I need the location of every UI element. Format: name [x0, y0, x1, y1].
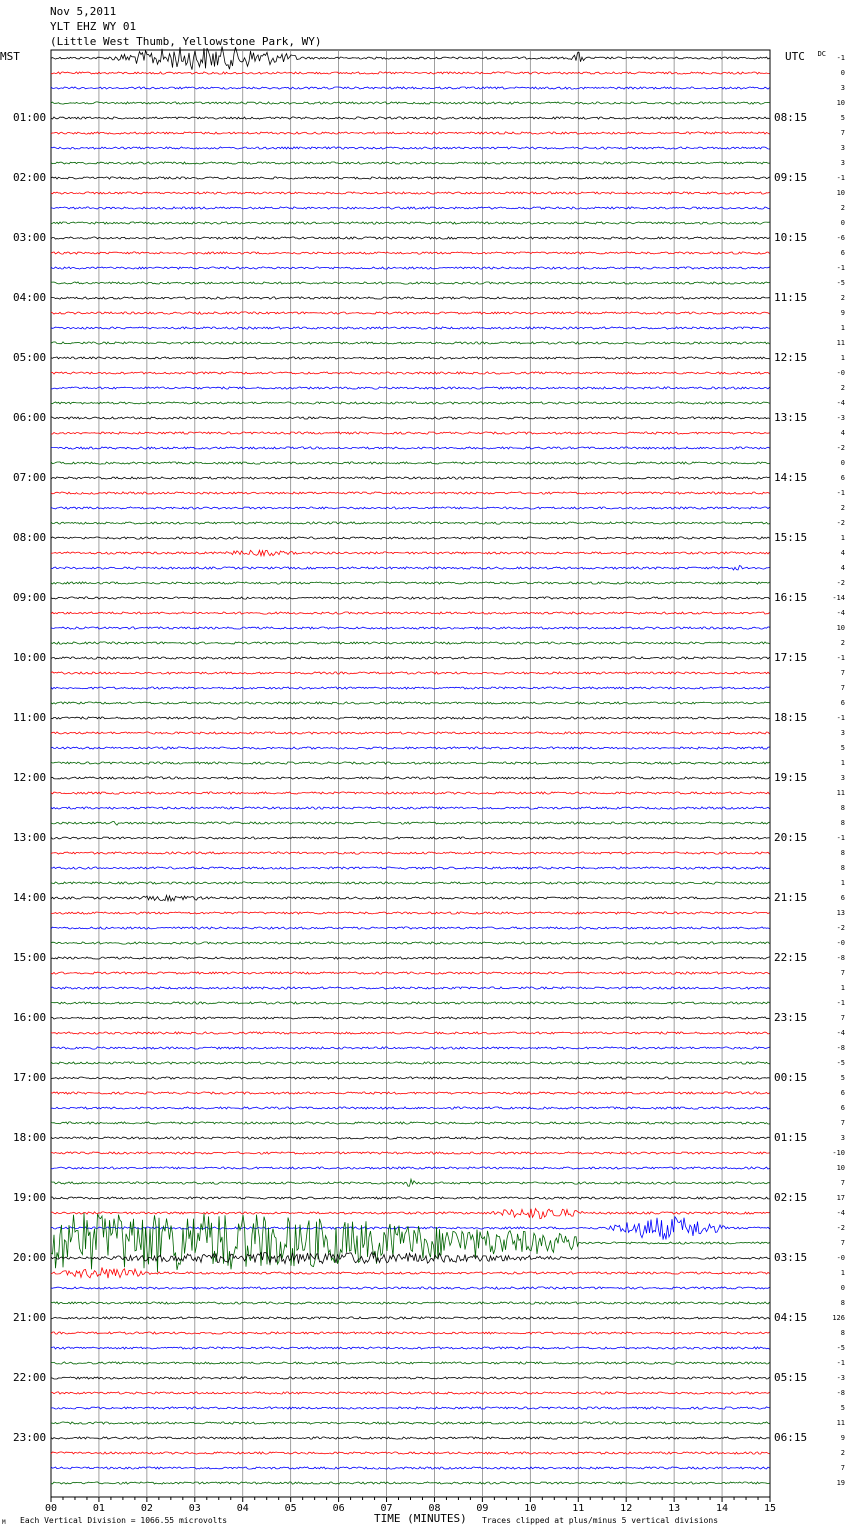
- trace-row-39: [51, 627, 770, 629]
- left-hour-label: 06:00: [13, 411, 47, 424]
- dc-offset-value: -1: [836, 1359, 845, 1367]
- dc-offset-value: -2: [836, 444, 845, 452]
- dc-offset-value: 1: [840, 324, 845, 332]
- dc-offset-value: 0: [840, 69, 845, 77]
- trace-row-25: [51, 417, 770, 419]
- dc-offset-value: 5: [840, 744, 845, 752]
- trace-row-40: [51, 642, 770, 644]
- x-tick-label: 00: [44, 1503, 58, 1514]
- dc-offset-value: 3: [840, 159, 845, 167]
- trace-row-26: [51, 432, 770, 434]
- dc-offset-value: -1: [836, 489, 845, 497]
- dc-offset-value: -2: [836, 924, 845, 932]
- trace-row-59: [51, 927, 770, 929]
- dc-offset-value: -5: [836, 1344, 845, 1352]
- trace-row-85: [51, 1317, 770, 1319]
- trace-row-9: [51, 177, 770, 179]
- trace-row-34: [51, 550, 770, 556]
- left-hour-label: 04:00: [13, 291, 47, 304]
- x-tick-label: 04: [236, 1503, 249, 1514]
- dc-offset-value: -8: [836, 1389, 845, 1397]
- dc-offset-value: -1: [836, 174, 845, 182]
- dc-offset-value: -0: [836, 369, 845, 377]
- dc-offset-value: 3: [840, 84, 845, 92]
- trace-row-37: [51, 597, 770, 599]
- dc-offset-value: 3: [840, 729, 845, 737]
- trace-row-77: [51, 1197, 770, 1199]
- right-utc-label: 02:15: [774, 1191, 808, 1204]
- dc-offset-value: -4: [836, 609, 845, 617]
- dc-offset-value: 10: [836, 189, 845, 197]
- dc-offset-value: -1: [836, 264, 845, 272]
- trace-row-92: [51, 1422, 770, 1424]
- trace-row-36: [51, 582, 770, 584]
- trace-row-10: [51, 192, 770, 194]
- x-tick-label: 15: [763, 1503, 777, 1514]
- right-utc-label: 22:15: [774, 951, 808, 964]
- dc-offset-value: 7: [840, 129, 845, 137]
- trace-row-67: [51, 1047, 770, 1049]
- dc-offset-value: -14: [832, 594, 845, 602]
- dc-offset-value: 6: [840, 894, 845, 902]
- dc-offset-value: -0: [836, 1254, 845, 1262]
- right-utc-label: 20:15: [774, 831, 808, 844]
- trace-row-33: [51, 537, 770, 539]
- dc-offset-value: 8: [840, 864, 845, 872]
- dc-offset-value: -1: [836, 999, 845, 1007]
- trace-row-4: [51, 102, 770, 104]
- trace-row-74: [51, 1152, 770, 1154]
- trace-row-3: [51, 87, 770, 89]
- dc-offset-value: 11: [836, 789, 845, 797]
- trace-row-46: [51, 732, 770, 734]
- dc-offset-value: 9: [840, 1434, 845, 1442]
- right-utc-label: 01:15: [774, 1131, 808, 1144]
- trace-row-14: [51, 252, 770, 254]
- dc-offset-value: 4: [840, 564, 845, 572]
- dc-offset-value: -5: [836, 279, 845, 287]
- corner-mark: M: [2, 1519, 6, 1526]
- dc-offset-value: -3: [836, 1374, 845, 1382]
- trace-row-56: [51, 882, 770, 884]
- trace-row-5: [51, 117, 770, 119]
- trace-row-12: [51, 222, 770, 224]
- left-hour-label: 05:00: [13, 351, 47, 364]
- right-utc-label: 14:15: [774, 471, 808, 484]
- trace-row-62: [51, 972, 770, 974]
- right-utc-label: 19:15: [774, 771, 808, 784]
- left-hour-label: 03:00: [13, 231, 47, 244]
- left-hour-label: 22:00: [13, 1371, 47, 1384]
- trace-row-68: [51, 1062, 770, 1064]
- trace-row-41: [51, 657, 770, 659]
- dc-offset-value: 3: [840, 144, 845, 152]
- trace-row-65: [51, 1017, 770, 1019]
- dc-offset-value: 1: [840, 759, 845, 767]
- dc-offset-value: -2: [836, 519, 845, 527]
- trace-row-73: [51, 1137, 770, 1139]
- x-tick-label: 09: [476, 1503, 489, 1514]
- trace-row-71: [51, 1107, 770, 1109]
- dc-offset-value: 1: [840, 534, 845, 542]
- right-utc-label: 13:15: [774, 411, 808, 424]
- dc-offset-value: 2: [840, 204, 845, 212]
- dc-offset-value: -1: [836, 54, 845, 62]
- trace-row-21: [51, 357, 770, 359]
- dc-offset-value: 2: [840, 504, 845, 512]
- dc-offset-value: 8: [840, 819, 845, 827]
- x-tick-label: 11: [572, 1503, 585, 1514]
- left-hour-label: 12:00: [13, 771, 47, 784]
- trace-row-42: [51, 672, 770, 674]
- trace-row-2: [51, 72, 770, 74]
- trace-row-29: [51, 477, 770, 479]
- trace-row-70: [51, 1092, 770, 1094]
- trace-row-63: [51, 987, 770, 989]
- x-tick-label: 01: [92, 1503, 105, 1514]
- trace-row-20: [51, 342, 770, 344]
- dc-offset-value: 8: [840, 1329, 845, 1337]
- right-utc-label: 17:15: [774, 651, 808, 664]
- dc-offset-value: -1: [836, 714, 845, 722]
- trace-row-16: [51, 282, 770, 284]
- dc-offset-value: 7: [840, 1464, 845, 1472]
- dc-offset-value: -4: [836, 399, 845, 407]
- seismic-traces: [51, 47, 770, 1485]
- trace-row-57: [51, 895, 770, 901]
- trace-row-48: [51, 762, 770, 764]
- dc-offset-value: -10: [832, 1149, 845, 1157]
- scale-note: Each Vertical Division = 1066.55 microvolts: [20, 1516, 228, 1525]
- x-tick-label: 07: [380, 1503, 393, 1514]
- dc-offset-value: 10: [836, 99, 845, 107]
- x-axis-title: TIME (MINUTES): [374, 1512, 467, 1525]
- trace-row-27: [51, 447, 770, 449]
- dc-offset-value: 1: [840, 879, 845, 887]
- dc-offset-value: 7: [840, 969, 845, 977]
- trace-row-31: [51, 507, 770, 509]
- trace-row-54: [51, 852, 770, 854]
- left-hour-label: 15:00: [13, 951, 47, 964]
- trace-row-18: [51, 312, 770, 314]
- dc-offset-value: -5: [836, 1059, 845, 1067]
- x-tick-label: 13: [668, 1503, 681, 1514]
- trace-row-64: [51, 1002, 770, 1004]
- right-utc-label: 05:15: [774, 1371, 808, 1384]
- trace-row-81: [51, 1252, 770, 1264]
- dc-offset-value: -4: [836, 1029, 845, 1037]
- trace-row-22: [51, 372, 770, 374]
- dc-offset-value: 11: [836, 1419, 845, 1427]
- trace-row-66: [51, 1032, 770, 1034]
- dc-offset-value: 8: [840, 849, 845, 857]
- x-tick-label: 12: [620, 1503, 633, 1514]
- trace-row-58: [51, 912, 770, 914]
- trace-row-52: [51, 821, 770, 825]
- right-utc-label: 23:15: [774, 1011, 808, 1024]
- trace-row-6: [51, 132, 770, 134]
- x-tick-label: 14: [716, 1503, 729, 1514]
- x-tick-label: 06: [332, 1503, 345, 1514]
- right-utc-label: 18:15: [774, 711, 808, 724]
- x-tick-label: 02: [140, 1503, 153, 1514]
- dc-offset-value: 3: [840, 774, 845, 782]
- trace-row-11: [51, 207, 770, 209]
- left-hour-label: 11:00: [13, 711, 47, 724]
- left-hour-label: 07:00: [13, 471, 47, 484]
- trace-row-44: [51, 702, 770, 704]
- trace-row-78: [51, 1209, 770, 1219]
- trace-row-51: [51, 807, 770, 809]
- dc-offset-value: 1: [840, 1269, 845, 1277]
- trace-row-13: [51, 237, 770, 239]
- dc-offset-value: 2: [840, 639, 845, 647]
- left-hour-label: 21:00: [13, 1311, 47, 1324]
- trace-row-24: [51, 402, 770, 404]
- right-utc-label: 00:15: [774, 1071, 808, 1084]
- right-utc-label: 04:15: [774, 1311, 808, 1324]
- x-tick-label: 05: [284, 1503, 297, 1514]
- left-hour-label: 02:00: [13, 171, 47, 184]
- trace-row-7: [51, 147, 770, 149]
- dc-offset-value: 19: [836, 1479, 845, 1487]
- trace-row-95: [51, 1467, 770, 1469]
- dc-offset-value: 5: [840, 1074, 845, 1082]
- dc-offset-value: 11: [836, 339, 845, 347]
- trace-row-93: [51, 1437, 770, 1439]
- dc-offset-value: -2: [836, 579, 845, 587]
- left-timezone-label: MST: [0, 50, 20, 63]
- dc-offset-value: 6: [840, 699, 845, 707]
- dc-offset-header: DC: [817, 50, 826, 58]
- trace-row-91: [51, 1407, 770, 1409]
- trace-row-23: [51, 387, 770, 389]
- dc-offset-value: 10: [836, 624, 845, 632]
- trace-row-82: [51, 1268, 770, 1279]
- dc-offset-value: 4: [840, 429, 845, 437]
- left-hour-label: 16:00: [13, 1011, 47, 1024]
- trace-row-43: [51, 687, 770, 689]
- dc-offset-value: 7: [840, 1179, 845, 1187]
- dc-offset-value: -6: [836, 234, 845, 242]
- right-utc-label: 11:15: [774, 291, 808, 304]
- left-hour-label: 10:00: [13, 651, 47, 664]
- trace-row-90: [51, 1392, 770, 1394]
- dc-offset-value: 6: [840, 1104, 845, 1112]
- dc-offset-value: 6: [840, 1089, 845, 1097]
- dc-offset-value: 0: [840, 459, 845, 467]
- dc-offset-value: -8: [836, 954, 845, 962]
- dc-offset-value: 4: [840, 549, 845, 557]
- left-hour-label: 13:00: [13, 831, 47, 844]
- dc-offset-value: -1: [836, 834, 845, 842]
- trace-row-61: [51, 957, 770, 959]
- left-hour-label: 19:00: [13, 1191, 47, 1204]
- right-utc-label: 03:15: [774, 1251, 808, 1264]
- dc-offset-value: 0: [840, 219, 845, 227]
- right-utc-label: 06:15: [774, 1431, 808, 1444]
- dc-offset-value: -4: [836, 1209, 845, 1217]
- x-tick-label: 10: [524, 1503, 537, 1514]
- dc-offset-value: 8: [840, 1299, 845, 1307]
- dc-offset-value: 13: [836, 909, 845, 917]
- left-hour-label: 14:00: [13, 891, 47, 904]
- dc-offset-value: 7: [840, 1239, 845, 1247]
- dc-offset-value: 7: [840, 684, 845, 692]
- dc-offset-value: 5: [840, 114, 845, 122]
- right-utc-label: 08:15: [774, 111, 808, 124]
- header-station: YLT EHZ WY 01: [50, 20, 137, 33]
- trace-row-38: [51, 612, 770, 614]
- trace-row-47: [51, 747, 770, 749]
- trace-row-49: [51, 777, 770, 779]
- trace-row-8: [51, 162, 770, 164]
- right-utc-label: 09:15: [774, 171, 808, 184]
- trace-row-96: [51, 1482, 770, 1484]
- trace-row-84: [51, 1302, 770, 1304]
- right-utc-label: 10:15: [774, 231, 808, 244]
- header-location: (Little West Thumb, Yellowstone Park, WY): [50, 35, 322, 48]
- dc-offset-value: 7: [840, 1014, 845, 1022]
- trace-row-60: [51, 942, 770, 944]
- dc-offset-value: 5: [840, 1404, 845, 1412]
- right-utc-label: 21:15: [774, 891, 808, 904]
- dc-offset-value: -3: [836, 414, 845, 422]
- dc-offset-value: -8: [836, 1044, 845, 1052]
- dc-offset-value: 6: [840, 249, 845, 257]
- trace-row-45: [51, 717, 770, 719]
- trace-row-30: [51, 492, 770, 494]
- dc-offset-value: 2: [840, 294, 845, 302]
- header-date: Nov 5,2011: [50, 5, 117, 18]
- trace-row-53: [51, 837, 770, 839]
- dc-offset-value: 6: [840, 474, 845, 482]
- trace-row-50: [51, 792, 770, 794]
- dc-offset-value: 2: [840, 384, 845, 392]
- dc-offset-value: 1: [840, 354, 845, 362]
- dc-offset-value: -1: [836, 654, 845, 662]
- left-hour-label: 18:00: [13, 1131, 47, 1144]
- dc-offset-value: 3: [840, 1134, 845, 1142]
- clip-note: Traces clipped at plus/minus 5 vertical divisions: [482, 1516, 719, 1525]
- dc-offset-value: 0: [840, 1284, 845, 1292]
- dc-offset-value: 126: [832, 1314, 845, 1322]
- left-hour-label: 09:00: [13, 591, 47, 604]
- dc-offset-value: 8: [840, 804, 845, 812]
- trace-row-35: [51, 566, 770, 571]
- left-hour-label: 23:00: [13, 1431, 47, 1444]
- x-tick-label: 03: [188, 1503, 201, 1514]
- trace-row-55: [51, 867, 770, 869]
- trace-row-83: [51, 1287, 770, 1289]
- left-hour-label: 17:00: [13, 1071, 47, 1084]
- dc-offset-value: 17: [836, 1194, 845, 1202]
- trace-row-72: [51, 1122, 770, 1124]
- trace-row-88: [51, 1362, 770, 1364]
- right-utc-label: 16:15: [774, 591, 808, 604]
- dc-offset-value: 7: [840, 1119, 845, 1127]
- trace-row-76: [51, 1179, 770, 1186]
- dc-offset-value: -0: [836, 939, 845, 947]
- dc-offset-value: 1: [840, 984, 845, 992]
- trace-row-28: [51, 462, 770, 464]
- right-utc-label: 15:15: [774, 531, 808, 544]
- x-tick-label: 08: [428, 1503, 441, 1514]
- trace-row-94: [51, 1452, 770, 1454]
- dc-offset-value: 2: [840, 1449, 845, 1457]
- trace-row-17: [51, 297, 770, 299]
- dc-offset-value: -2: [836, 1224, 845, 1232]
- trace-row-19: [51, 327, 770, 329]
- trace-row-86: [51, 1332, 770, 1334]
- dc-offset-value: 7: [840, 669, 845, 677]
- trace-row-87: [51, 1347, 770, 1349]
- dc-offset-value: 9: [840, 309, 845, 317]
- left-hour-label: 01:00: [13, 111, 47, 124]
- left-hour-label: 20:00: [13, 1251, 47, 1264]
- right-utc-label: 12:15: [774, 351, 808, 364]
- trace-row-32: [51, 522, 770, 524]
- left-hour-label: 08:00: [13, 531, 47, 544]
- trace-row-15: [51, 267, 770, 269]
- dc-offset-value: 10: [836, 1164, 845, 1172]
- trace-row-89: [51, 1377, 770, 1379]
- right-timezone-label: UTC: [785, 50, 805, 63]
- trace-row-75: [51, 1167, 770, 1169]
- trace-row-69: [51, 1077, 770, 1079]
